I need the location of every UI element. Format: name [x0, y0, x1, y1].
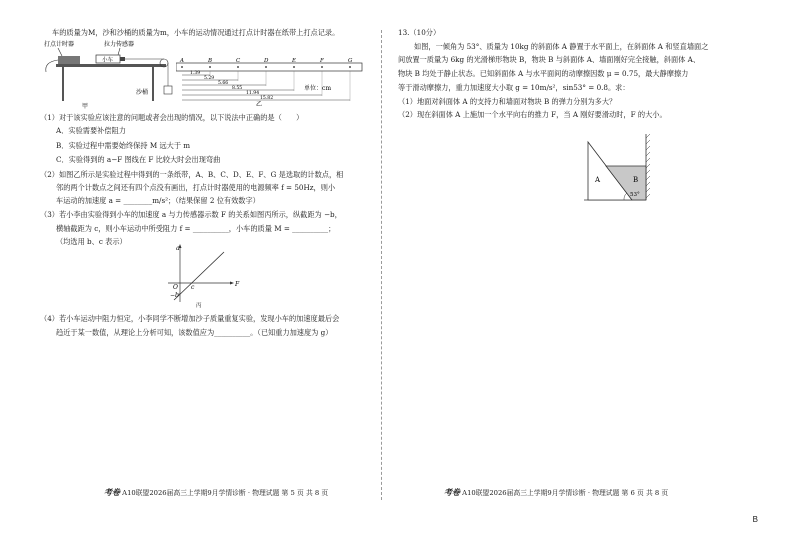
table-leg-right: [152, 67, 154, 101]
tape-dimension-value: 5.66: [218, 81, 229, 87]
left-footer: [104, 487, 328, 498]
q13-line: 如图，一倾角为 53°、质量为 10kg 的斜面体 A 静置于水平面上，在斜面体 A 和竖直墙面之: [414, 42, 709, 51]
figure-bing: [162, 242, 252, 310]
tape-dot: [265, 66, 267, 68]
q4-line1: （4）若小车运动中阻力恒定，小李同学不断增加沙子质量重复实验，发现小车的加速度最后会: [40, 314, 340, 323]
origin-label: O: [173, 284, 178, 291]
timer-label: 打点计时器: [44, 41, 75, 48]
label-a: A: [595, 176, 601, 184]
q1-stem: （1）对于该实验应该注意的问题或者会出现的情况，以下说法中正确的是（ ）: [40, 113, 304, 122]
tape-strip: [176, 63, 362, 71]
tape-point-label: A: [180, 58, 184, 64]
tape-dot: [349, 66, 351, 68]
graph-line: [174, 252, 224, 300]
tape-point-label: C: [236, 58, 241, 64]
footer-brand: 考卷: [444, 487, 460, 497]
table-leg-left: [62, 67, 64, 101]
force-sensor: [120, 57, 125, 61]
q13-line: 间放置一质量为 6kg 的光滑梯形物块 B，物块 B 与斜面体 A、墙面刚好完全接触，斜面体 A、: [398, 55, 701, 64]
tape-dimension-value: 11.94: [246, 91, 260, 97]
q13-line: 物块 B 均处于静止状态。已知斜面体 A 与水平面间的动摩擦因数 μ = 0.75，最大静摩擦力: [398, 69, 689, 78]
tape-dot: [237, 66, 239, 68]
sensor-label: 拉力传感器: [104, 41, 135, 48]
q1-option-c: C．实验得到的 a−F 图线在 F 比较大时会出现弯曲: [56, 155, 221, 164]
c-label: c: [191, 284, 195, 291]
caption-bing: 丙: [196, 303, 202, 309]
page-divider: [381, 30, 382, 500]
footer-text: A10联盟2026届高三上学期9月学情诊断 · 物理试题 第 5 页 共 8 页: [122, 489, 329, 497]
caption-yi: 乙: [256, 101, 263, 108]
tape-dimension-value: 8.55: [232, 86, 243, 92]
bucket-label: 沙桶: [136, 89, 149, 96]
q3-line1: （3）若小李由实验得到小车的加速度 a 与力传感器示数 F 的关系如图丙所示，纵截距为 −b，: [40, 210, 342, 219]
tape-point-label: G: [348, 58, 353, 64]
sand-bucket: [164, 86, 172, 94]
timer-pointer: [58, 48, 62, 56]
q13-header: 13.（10分）: [398, 28, 441, 37]
caption-jia: 甲: [82, 103, 89, 110]
y-axis-label: a: [176, 245, 180, 252]
figure-yi: [176, 56, 366, 108]
q2-line1: （2）如图乙所示是实验过程中得到的一条纸带，A、B、C、D、E、F、G 是选取的计数点，相: [40, 170, 344, 179]
tape-point-label: D: [264, 58, 269, 64]
x-axis-label: F: [235, 281, 240, 288]
footer-brand: 考卷: [104, 487, 120, 497]
x-axis-arrow: [230, 282, 234, 285]
b-label: −b: [170, 292, 179, 299]
intro-line: 车的质量为M，沙和沙桶的质量为m，小车的运动情况通过打点计时器在纸带上打点记录。: [52, 28, 340, 37]
q13-line: 等于滑动摩擦力，重力加速度大小取 g = 10m/s²，sin53° = 0.8。求：: [398, 83, 630, 92]
q2-line2: 邻的两个计数点之间还有四个点没有画出，打点计时器使用的电源频率 f = 50Hz，则小: [56, 183, 336, 192]
corner-mark: B: [752, 515, 758, 524]
figure-jia: [40, 38, 175, 110]
right-footer: [444, 487, 668, 498]
sensor-pointer: [118, 48, 120, 55]
tape-dot: [293, 66, 295, 68]
footer-text: A10联盟2026届高三上学期9月学情诊断 · 物理试题 第 6 页 共 8 页: [462, 489, 669, 497]
figure-incline: [582, 132, 660, 210]
wall-hatch: [646, 134, 650, 198]
angle-label: 53°: [630, 192, 640, 198]
left-page: [0, 0, 380, 544]
tape-dimension-value: 1.39: [190, 71, 201, 77]
q3-line3: （均选用 b、c 表示）: [56, 237, 127, 246]
tape-unit: 单位：cm: [304, 85, 332, 92]
right-page: [388, 0, 800, 544]
q3-line2: 横轴截距为 c，则小车运动中所受阻力 f = __________，小车的质量 M = __________；: [56, 224, 336, 233]
tape-point-label: B: [208, 58, 213, 64]
table-top: [56, 64, 166, 67]
cart-label: 小车: [102, 57, 114, 64]
q2-line3: 车运动的加速度 a = ________m/s²；（结果保留 2 位有效数字）: [56, 196, 260, 205]
tape-dimension-value: 5.29: [204, 76, 215, 82]
tape-point-label: F: [320, 58, 324, 64]
q1-option-b: B．实验过程中需要始终保持 M 远大于 m: [56, 141, 191, 150]
q13-subq1: （1）地面对斜面体 A 的支持力和墙面对物块 B 的弹力分别为多大？: [398, 97, 617, 106]
tape-dot: [321, 66, 323, 68]
tape-dot: [181, 66, 183, 68]
tape-dimension-value: 15.82: [260, 96, 274, 102]
label-b: B: [633, 176, 639, 184]
tape-dot: [209, 66, 211, 68]
q13-subq2: （2）现在斜面体 A 上施加一个水平向右的推力 F，当 A 刚好要滑动时，F 的大小。: [398, 110, 667, 119]
q1-option-a: A．实验需要补偿阻力: [56, 126, 126, 135]
tape-point-label: E: [292, 58, 297, 64]
q4-line2: 趋近于某一数值，从理论上分析可知，该数值应为__________。（已知重力加速度为 g）: [56, 328, 333, 337]
timer-device: [58, 56, 80, 64]
